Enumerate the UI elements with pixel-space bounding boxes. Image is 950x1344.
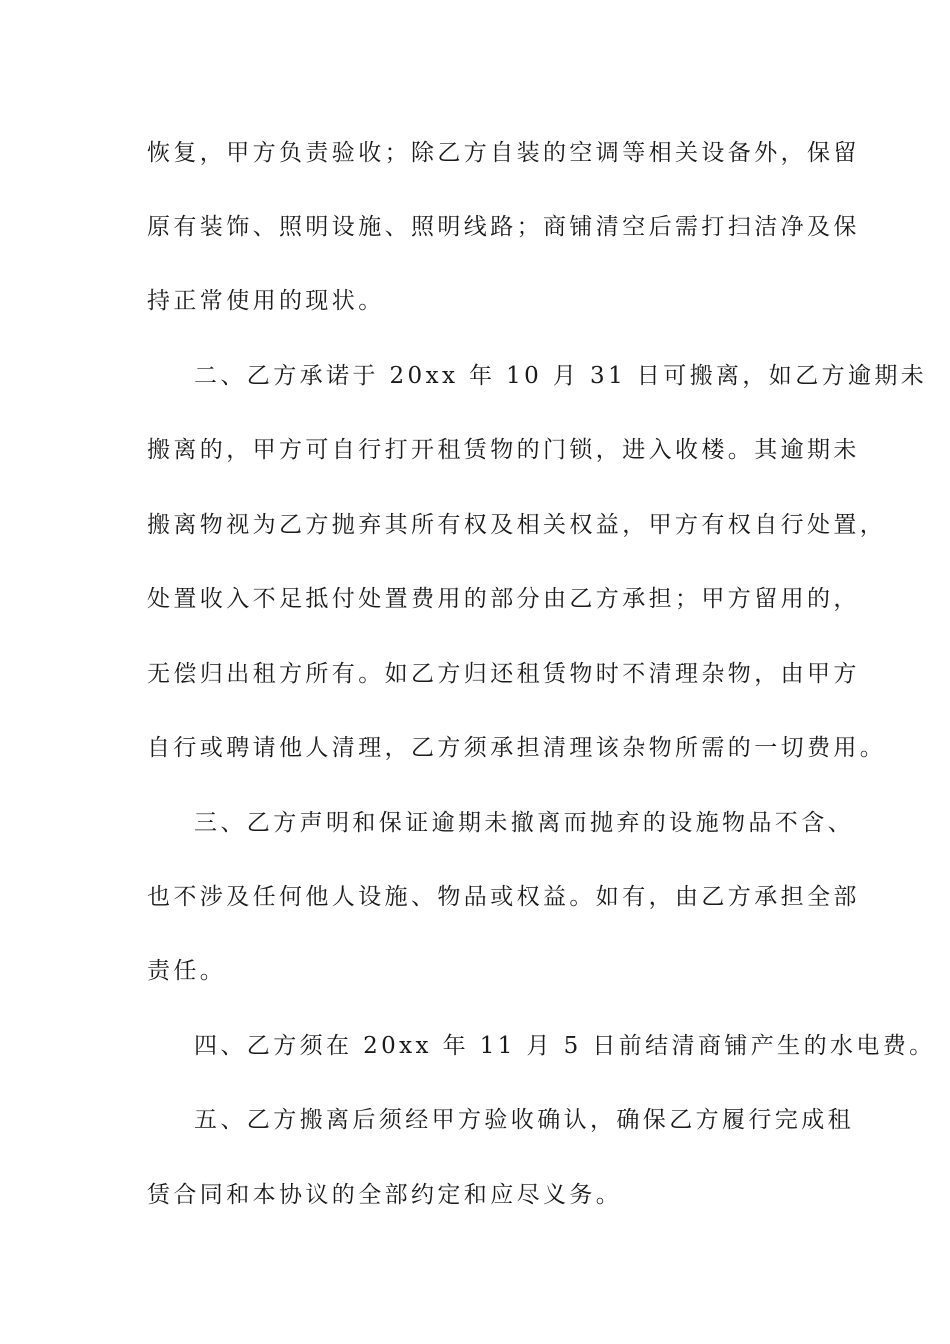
text-line: 恢复，甲方负责验收；除乙方自装的空调等相关设备外，保留 — [147, 140, 860, 166]
clause-4: 四、乙方须在 20xx 年 11 月 5 日前结清商铺产生的水电费。 — [194, 1033, 936, 1059]
text-line: 赁合同和本协议的全部约定和应尽义务。 — [147, 1182, 623, 1208]
text-line: 自行或聘请他人清理，乙方须承担清理该杂物所需的一切费用。 — [147, 735, 887, 761]
text-line: 搬离物视为乙方抛弃其所有权及相关权益，甲方有权自行处置， — [147, 512, 887, 538]
text-line: 也不涉及任何他人设施、物品或权益。如有，由乙方承担全部 — [147, 884, 860, 910]
clause-2-start: 二、乙方承诺于 20xx 年 10 月 31 日可搬离，如乙方逾期未 — [194, 363, 928, 389]
text-line: 无偿归出租方所有。如乙方归还租赁物时不清理杂物，由甲方 — [147, 661, 860, 687]
text-line: 搬离的，甲方可自行打开租赁物的门锁，进入收楼。其逾期未 — [147, 437, 860, 463]
text-line: 责任。 — [147, 958, 227, 984]
text-line: 持正常使用的现状。 — [147, 288, 385, 314]
clause-3-start: 三、乙方声明和保证逾期未撤离而抛弃的设施物品不含、 — [194, 810, 854, 836]
text-line: 处置收入不足抵付处置费用的部分由乙方承担；甲方留用的， — [147, 586, 860, 612]
text-line: 原有装饰、照明设施、照明线路；商铺清空后需打扫洁净及保 — [147, 214, 860, 240]
clause-5-start: 五、乙方搬离后须经甲方验收确认，确保乙方履行完成租 — [194, 1107, 854, 1133]
